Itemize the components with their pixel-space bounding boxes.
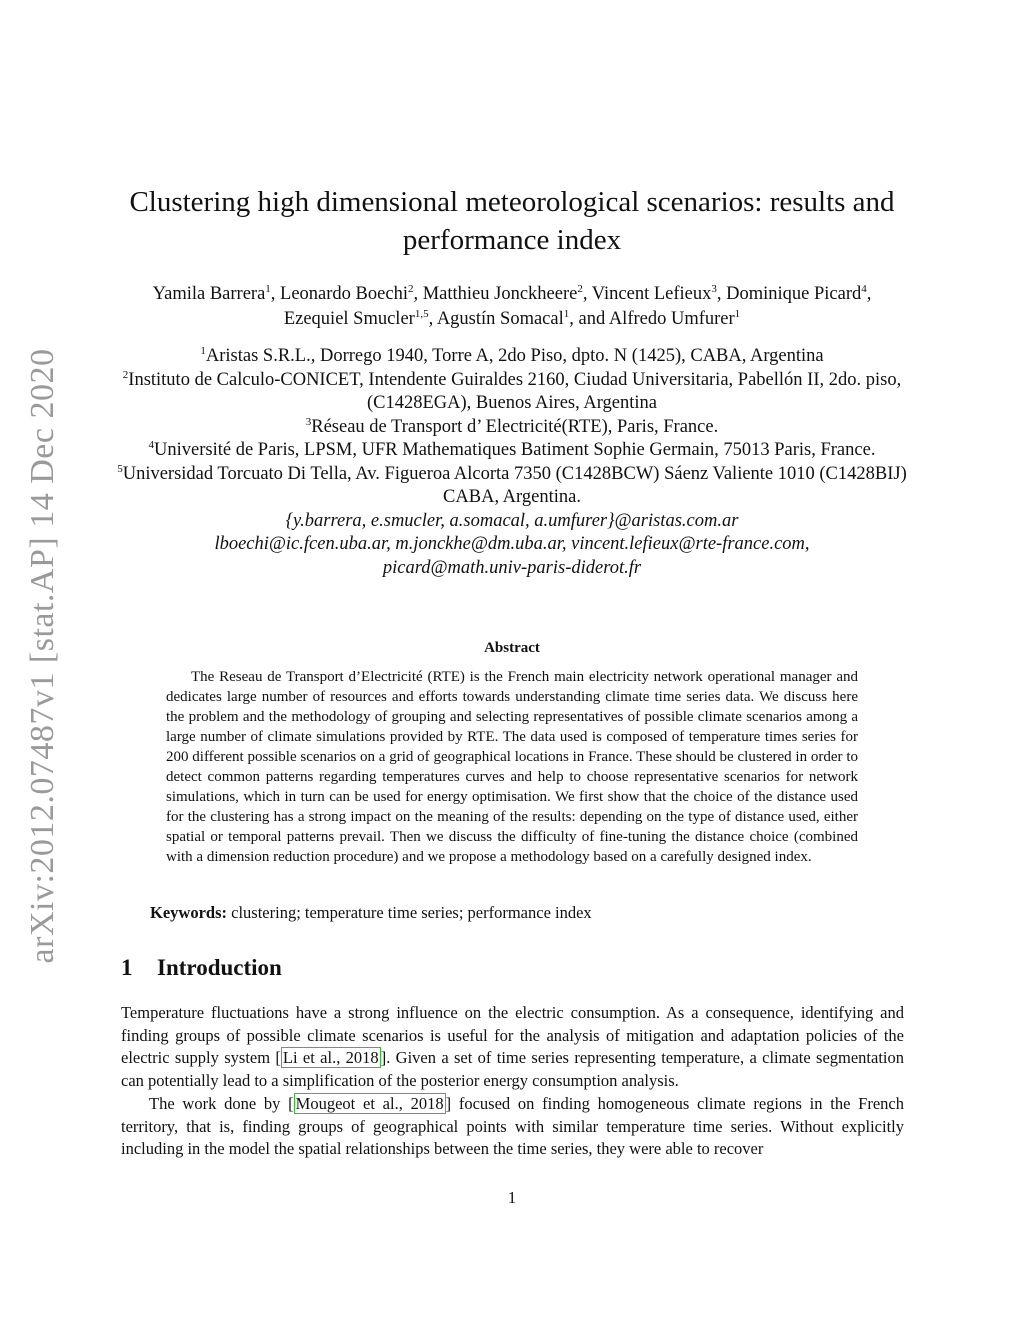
author: Matthieu Jonckheere$^2$, — [422, 282, 592, 304]
affiliation: $^4$Université de Paris, LPSM, UFR Mathematiques Batiment Sophie Germain, 75013 Paris, France. — [148, 438, 876, 460]
affiliation: $^2$Instituto de Calculo-CONICET, Intendente Guiraldes 2160, Ciudad Universitaria, Pabellón II, 2do. piso, (C1428EGA), Buenos Aires, Argentina — [122, 368, 902, 413]
author-list — [100, 282, 924, 332]
intro-paragraph-1: Temperature fluctuations have a strong influence on the electric consumption. As a consequence, identifying and finding groups of possible climate scenarios is useful for the analysis of mitigation and adaptation policies of the electric supply system [ Li et al., 2018 ]. Given a set of time series representing temperature, a climate segmentation can potentially lead to a simplification of the posterior energy consumption analysis. — [121, 1003, 905, 1090]
paper-title: Clustering high dimensional meteorological scenarios: results and performance index — [129, 186, 895, 256]
email-line: picard@math.univ-paris-diderot.fr — [382, 557, 642, 578]
affiliation: $^5$Universidad Torcuato Di Tella, Av. Figueroa Alcorta 7350 (C1428BCW) Sáenz Valiente 1010 (C1428BIJ) CABA, Argentina. — [117, 462, 907, 507]
keywords-label: Keywords: — [150, 903, 227, 922]
author: Yamila Barrera$^1$, — [152, 282, 281, 304]
page-number: 1 — [507, 1188, 517, 1207]
email-line: {y.barrera, e.smucler, a.somacal, a.umfurer}@aristas.com.ar — [285, 510, 739, 531]
citation-link[interactable]: Li et al., 2018 — [282, 1048, 379, 1068]
affiliation: $^1$Aristas S.R.L., Dorrego 1940, Torre A, 2do Piso, dpto. N (1425), CABA, Argentina — [200, 344, 824, 366]
affiliations — [100, 345, 924, 580]
abstract-body: The Reseau de Transport d’Electricité (RTE) is the French main electricity network operational manager and dedicates large number of resources and efforts towards understanding climate time series data. We discuss here the problem and the methodology of grouping and selecting representatives of possible climate scenarios among a large number of climate simulations provided by RTE. The data used is composed of temperature times series for 200 different possible scenarios on a grid of geographical locations in France. These should be clustered in order to detect common patterns regarding temperatures curves and help to choose representative scenarios for network simulations, which in turn can be used for energy optimisation. We first show that the choice of the distance used for the clustering has a strong impact on the meaning of the results: depending on the type of distance used, either spatial or temporal patterns prevail. Then we discuss the difficulty of fine-tuning the distance choice (combined with a dimension reduction procedure) and we propose a methodology based on a carefully designed index. — [166, 669, 858, 865]
keywords — [150, 902, 910, 924]
section-number: 1 — [121, 955, 133, 980]
affiliation: $^3$Réseau de Transport d’ Electricité(RTE), Paris, France. — [305, 415, 719, 437]
arxiv-identifier: arXiv:2012.07487v1 [stat.AP] 14 Dec 2020 — [24, 348, 61, 964]
author: Vincent Lefieux$^3$, — [591, 282, 727, 304]
author: Alfredo Umfurer$^1$ — [608, 307, 741, 329]
citation-link[interactable]: Mougeot et al., 2018 — [295, 1094, 444, 1113]
section-heading-introduction — [121, 955, 282, 981]
author: Leonardo Boechi$^2$, — [280, 282, 423, 304]
author: Dominique Picard$^4$, — [726, 282, 872, 304]
abstract-heading: Abstract — [484, 640, 540, 656]
keywords-text: clustering; temperature time series; performance index — [227, 903, 592, 922]
author: Agustín Somacal$^1$, and — [436, 307, 609, 329]
intro-paragraph-2: The work done by [ Mougeot et al., 2018 ] focused on finding homogeneous climate regions in the French territory, that is, finding groups of geographical points with similar temperature time series. Without explicitly including in the model the spatial relationships between the time series, they were able to recover — [121, 1094, 904, 1159]
section-title: Introduction — [157, 955, 282, 980]
author: Ezequiel Smucler$^{1,5}$, — [283, 307, 437, 329]
email-line: lboechi@ic.fcen.uba.ar, m.jonckhe@dm.uba.ar, vincent.lefieux@rte-france.com, — [214, 534, 810, 554]
